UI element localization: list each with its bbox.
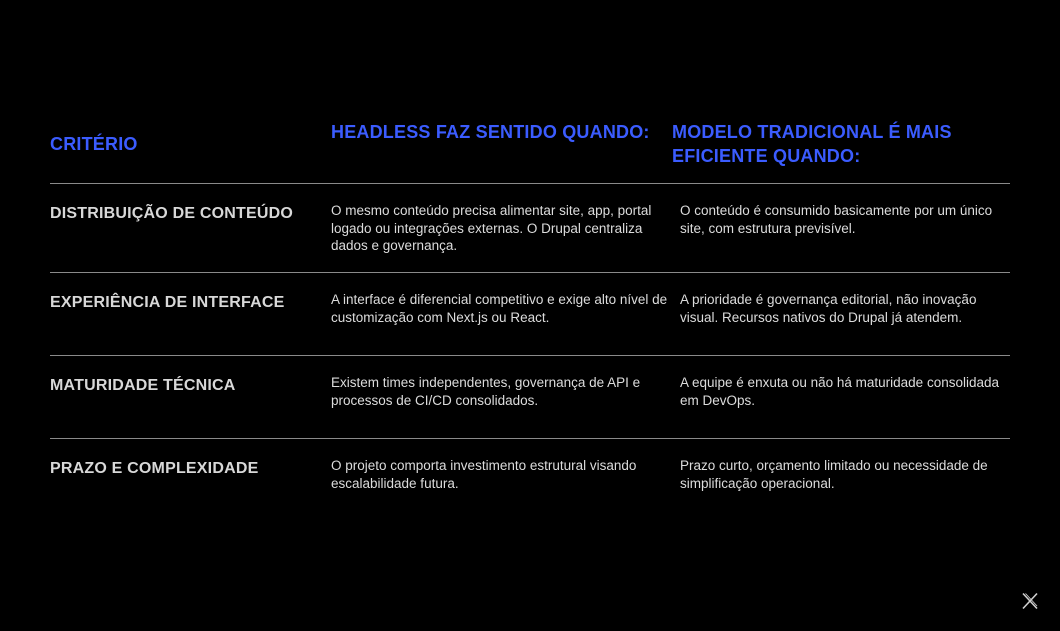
row-traditional: O conteúdo é consumido basicamente por um único site, com estrutura previsível. xyxy=(680,203,993,236)
row-criteria: EXPERIÊNCIA DE INTERFACE xyxy=(50,294,285,311)
header-headless: HEADLESS FAZ SENTIDO QUANDO: xyxy=(331,122,650,142)
comparison-table xyxy=(50,120,1010,522)
row-headless: O mesmo conteúdo precisa alimentar site, app, portal logado ou integrações externas. O Drupal centraliza dados e governança. xyxy=(331,203,652,253)
row-traditional: A prioridade é governança editorial, não inovação visual. Recursos nativos do Drupal já atendem. xyxy=(680,292,977,325)
x-logo-icon xyxy=(1021,592,1039,610)
row-headless: A interface é diferencial competitivo e exige alto nível de customização com Next.js ou React. xyxy=(331,292,668,325)
table-header xyxy=(50,120,1010,184)
table-row xyxy=(50,184,1010,273)
header-criteria: CRITÉRIO xyxy=(50,134,138,154)
row-criteria: MATURIDADE TÉCNICA xyxy=(50,377,236,394)
row-criteria: PRAZO E COMPLEXIDADE xyxy=(50,460,259,477)
table-row xyxy=(50,273,1010,356)
row-headless: Existem times independentes, governança de API e processos de CI/CD consolidados. xyxy=(331,375,641,408)
header-traditional: MODELO TRADICIONAL É MAIS EFICIENTE QUANDO: xyxy=(672,122,952,166)
row-headless: O projeto comporta investimento estrutural visando escalabilidade futura. xyxy=(331,458,637,491)
row-traditional: A equipe é enxuta ou não há maturidade consolidada em DevOps. xyxy=(680,375,999,408)
table-row xyxy=(50,439,1010,522)
row-criteria: DISTRIBUIÇÃO DE CONTEÚDO xyxy=(50,205,294,222)
row-traditional: Prazo curto, orçamento limitado ou necessidade de simplificação operacional. xyxy=(680,458,988,491)
table-row xyxy=(50,356,1010,439)
